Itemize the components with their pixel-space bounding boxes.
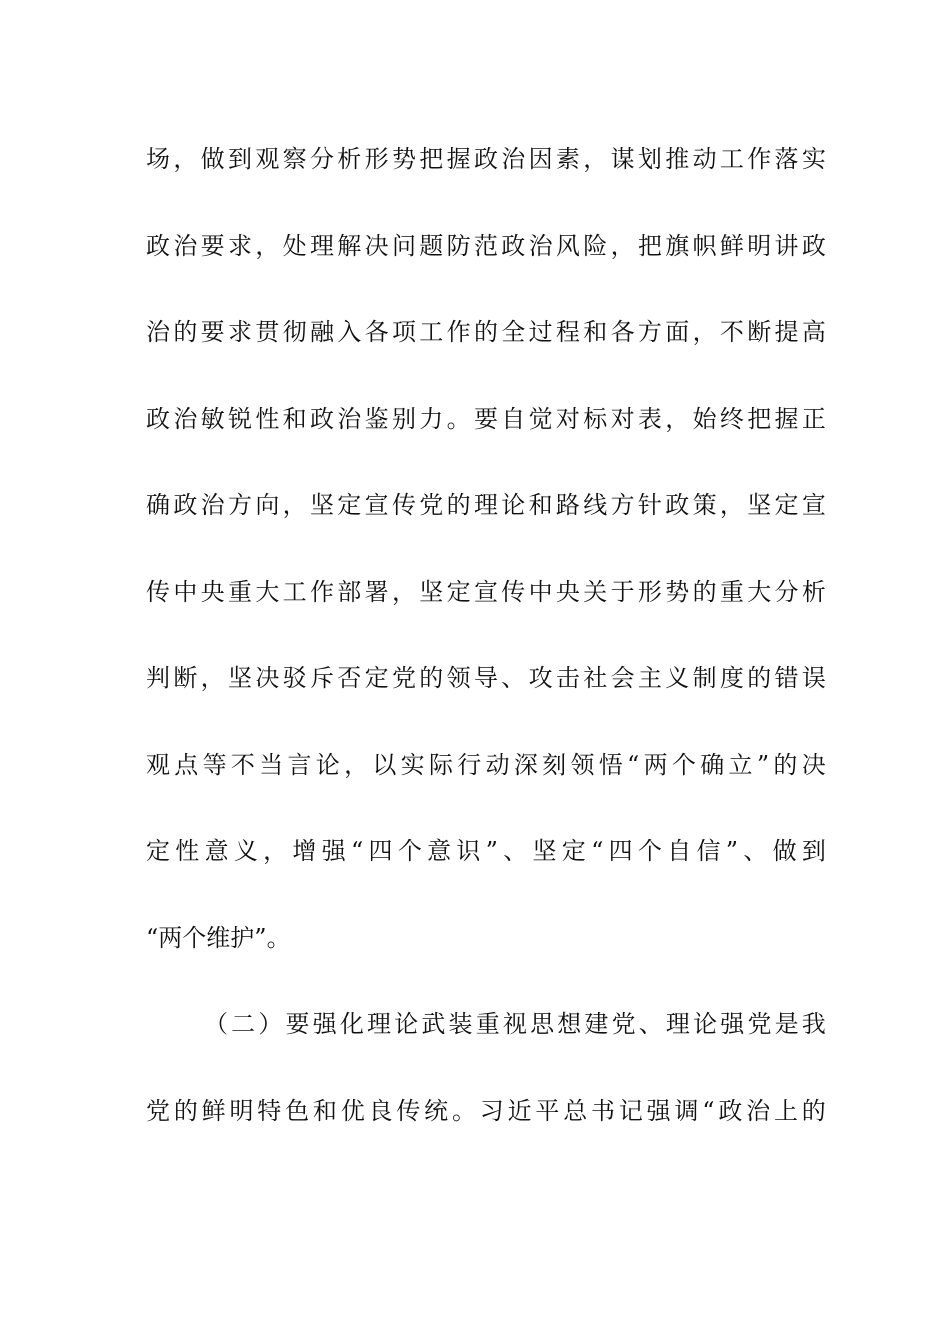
text-line-5: 确 政 治 方 向 ， 坚 定 宣 传 党 的 理 论 和 路 线 方 针 政 策 ， 坚 定 宣 (146, 491, 826, 519)
text-line-4: 政 治 敏 锐 性 和 政 治 鉴 别 力 。 要 自 觉 对 标 对 表 ， 始 终 把 握 正 (146, 404, 826, 433)
text-line-2: 政 治 要 求 ， 处 理 解 决 问 题 防 范 政 治 风 险 ， 把 旗 帜 鲜 明 讲 政 (146, 231, 826, 260)
text-line-7: 判 断 ， 坚 决 驳 斥 否 定 党 的 领 导 、 攻 击 社 会 主 义 制 度 的 错 误 (146, 664, 826, 692)
text-line-9: 定 性 意 义 ， 增 强 “ 四 个 意 识 ” 、 坚 定 “ 四 个 自 信 ” 、 做 到 (146, 837, 826, 865)
text-line-8: 观 点 等 不 当 言 论 ， 以 实 际 行 动 深 刻 领 悟 “ 两 个 确 立 ” 的 决 (146, 750, 826, 779)
body-text (146, 137, 826, 1175)
text-line-10: “ 两 个 维 护 ” 。 (146, 923, 291, 952)
text-line-11: （ 二 ） 要 强 化 理 论 武 装 重 视 思 想 建 党 、 理 论 强 党 是 我 (204, 1010, 826, 1038)
text-line-12: 党 的 鲜 明 特 色 和 优 良 传 统 。 习 近 平 总 书 记 强 调 “ 政 治 上 的 (146, 1096, 826, 1125)
text-line-6: 传 中 央 重 大 工 作 部 署 ， 坚 定 宣 传 中 央 关 于 形 势 的 重 大 分 析 (146, 577, 826, 606)
text-line-3: 治 的 要 求 贯 彻 融 入 各 项 工 作 的 全 过 程 和 各 方 面 ， 不 断 提 高 (146, 318, 826, 346)
text-line-1: 场 ， 做 到 观 察 分 析 形 势 把 握 政 治 因 素 ， 谋 划 推 动 工 作 落 实 (146, 145, 826, 173)
